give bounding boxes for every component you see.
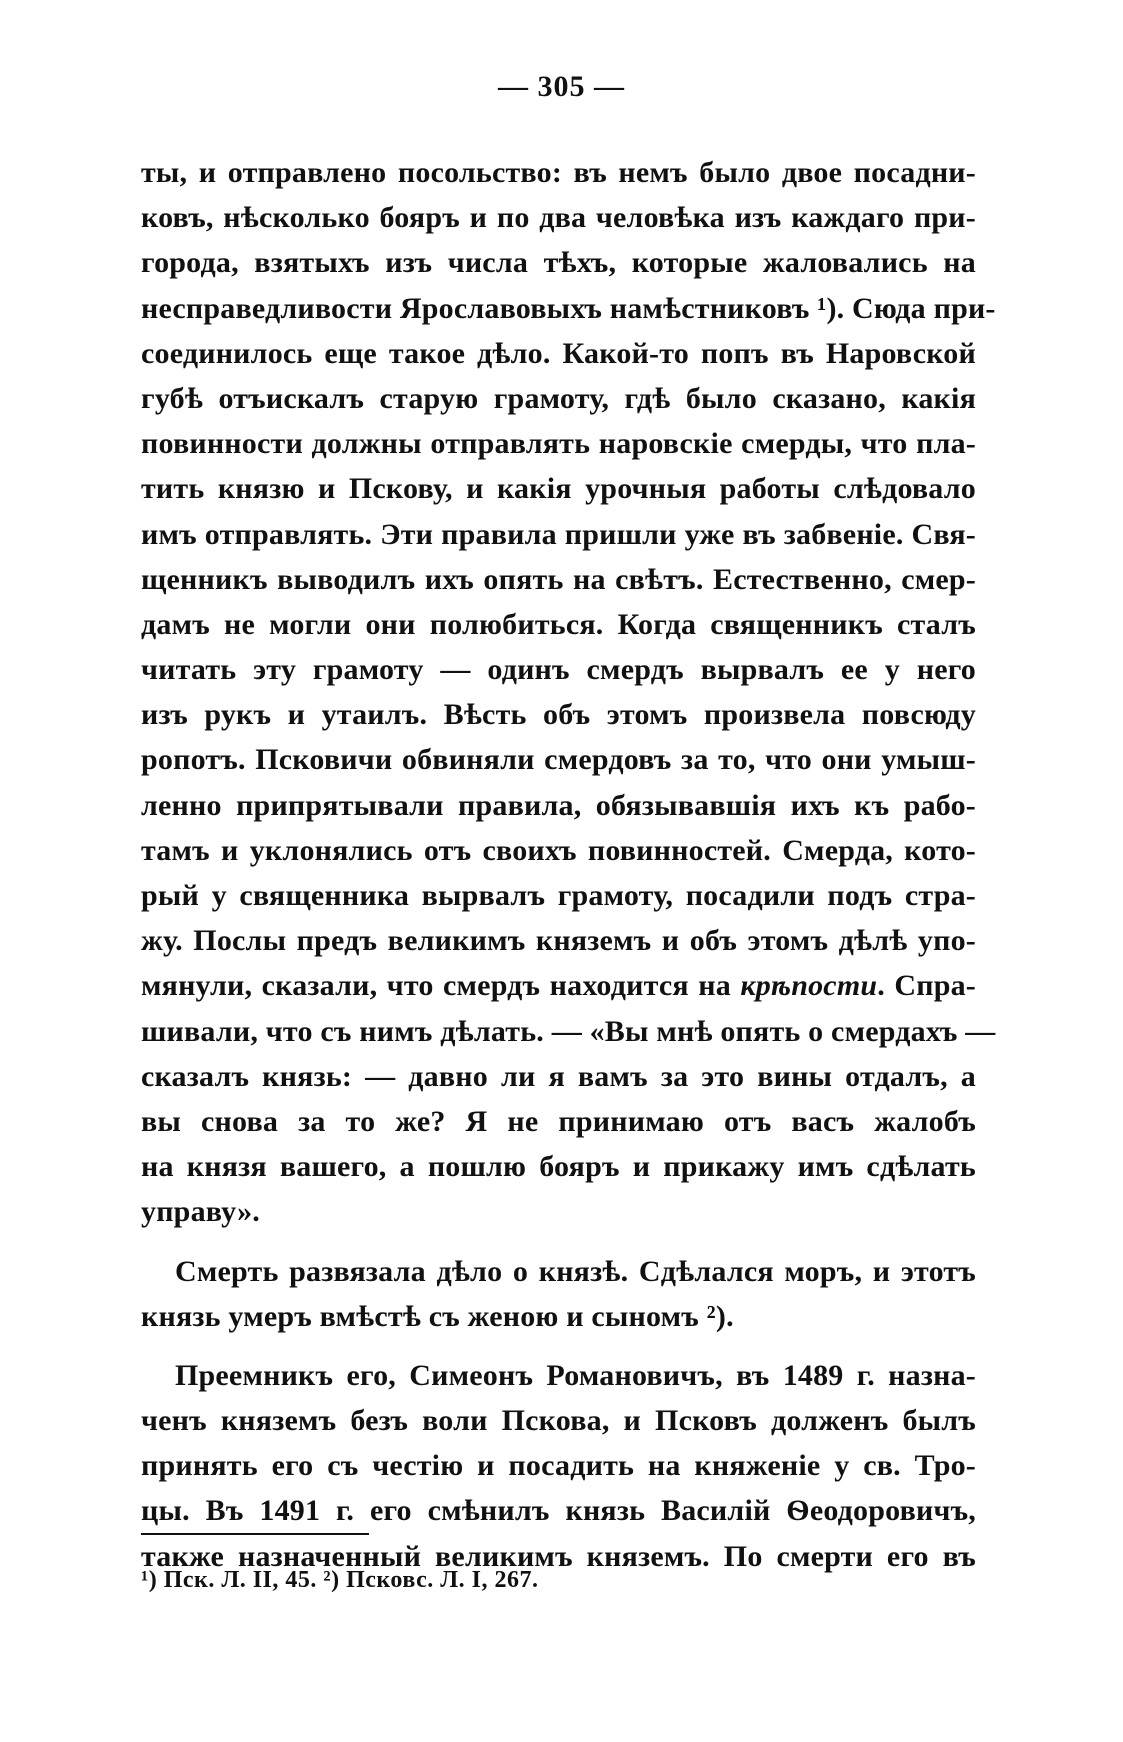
text-line: ропотъ. Псковичи обвиняли смердовъ за то, что они умыш- — [141, 743, 976, 777]
text-line: жу. Послы предъ великимъ княземъ и объ этомъ дѣлѣ упо- — [141, 924, 976, 958]
text-line: соединилось еще такое дѣло. Какой-то попъ въ Наровской — [141, 336, 976, 370]
footnotes: ¹) Пск. Л. II, 45. ²) Псковс. Л. I, 267. — [141, 1567, 539, 1593]
text-line: губѣ отъискалъ старую грамоту, гдѣ было сказано, какія — [141, 381, 976, 415]
body-text — [141, 150, 996, 1579]
text-line: дамъ не могли они полюбиться. Когда священникъ сталъ — [141, 607, 976, 641]
text-line: ковъ, нѣсколько бояръ и по два человѣка изъ каждаго при- — [141, 201, 976, 235]
text-line: также назначенный великимъ княземъ. По смерти его въ — [141, 1539, 976, 1573]
text-line: на князя вашего, а пошлю бояръ и прикажу имъ сдѣлать — [141, 1150, 976, 1184]
text-line: князь умеръ вмѣстѣ съ женою и сыномъ ²). — [141, 1299, 734, 1333]
paragraph-gap — [141, 1235, 976, 1249]
text-line: ченъ княземъ безъ воли Пскова, и Псковъ долженъ былъ — [141, 1404, 976, 1438]
text-line: управу». — [141, 1195, 260, 1229]
text-segment: мянули, сказали, что смердъ находится на — [141, 969, 741, 1003]
text-line: шивали, что съ нимъ дѣлать. — «Вы мнѣ опять о смердахъ — — [141, 1014, 996, 1048]
text-line: ты, и отправлено посольство: въ немъ было двое посадни- — [141, 156, 976, 189]
text-line: цы. Въ 1491 г. его смѣнилъ князь Василій Ѳеодоровичъ, — [141, 1494, 976, 1528]
text-line: имъ отправлять. Эти правила пришли уже въ забвеніе. Свя- — [141, 517, 976, 551]
text-line: щенникъ выводилъ ихъ опять на свѣтъ. Естественно, смер- — [141, 562, 976, 596]
text-line: тить князю и Пскову, и какія урочныя работы слѣдовало — [141, 472, 976, 506]
text-line: несправедливости Ярославовыхъ намѣстниковъ ¹). Сюда при- — [141, 291, 996, 325]
text-line: повинности должны отправлять наровскіе смерды, что пла- — [141, 427, 976, 461]
text-line: вы снова за то же? Я не принимаю отъ васъ жалобъ — [141, 1104, 976, 1138]
page-number: — 305 — — [498, 70, 625, 103]
footnote-rule — [141, 1533, 369, 1535]
text-line: принять его съ честію и посадить на княженіе у св. Тро- — [141, 1449, 976, 1483]
text-line: сказалъ князь: — давно ли я вамъ за это вины отдалъ, а — [141, 1059, 976, 1093]
text-line: города, взятыхъ изъ числа тѣхъ, которые жаловались на — [141, 246, 976, 280]
text-line: Преемникъ его, Симеонъ Романовичъ, въ 1489 г. назна- — [175, 1358, 976, 1392]
paragraph-gap — [141, 1339, 976, 1353]
text-line: читать эту грамоту — одинъ смердъ вырвалъ ее у него — [141, 653, 976, 687]
text-line: изъ рукъ и утаилъ. Вѣсть объ этомъ произвела повсюду — [141, 698, 976, 732]
text-line: тамъ и уклонялись отъ своихъ повинностей. Смерда, кото- — [141, 833, 976, 867]
italic-word: крѣпости — [740, 969, 878, 1003]
text-line: рый у священника вырвалъ грамоту, посадили подъ стра- — [141, 879, 976, 912]
text-line: Смерть развязала дѣло о князѣ. Сдѣлался моръ, и этотъ — [175, 1254, 976, 1288]
text-line-with-italic — [141, 963, 976, 1008]
text-segment: . Спра- — [877, 969, 976, 1003]
text-line: ленно припрятывали правила, обязывавшія ихъ къ рабо- — [141, 788, 976, 822]
